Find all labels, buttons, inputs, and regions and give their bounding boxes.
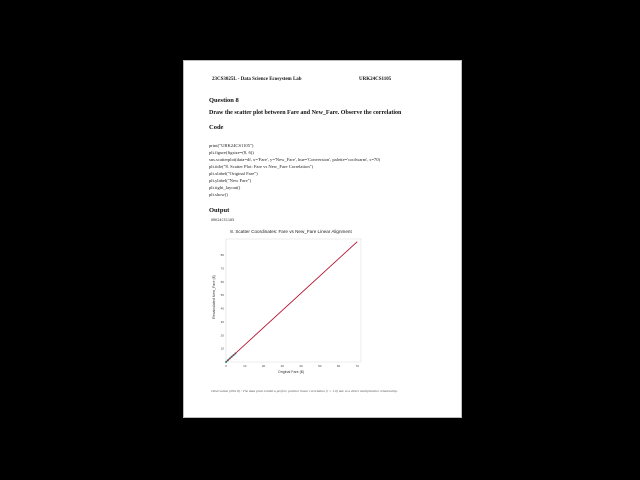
code-line: plt.show()	[209, 192, 228, 197]
question-number: Question 8	[209, 97, 239, 104]
code-line: plt.ylabel("New Fare")	[209, 178, 252, 183]
y-tick-label: 40	[220, 306, 224, 311]
code-line: sns.scatterplot(data=df, x='Fare', y='New_Fare', hue='Conversion', palette='coolwarm', s=70)	[209, 157, 381, 162]
y-tick-label: 30	[220, 319, 224, 324]
y-tick-label: 80	[220, 253, 224, 258]
x-tick-label: 40	[299, 364, 303, 368]
x-tick-label: 20	[261, 364, 266, 368]
scatter-chart	[206, 222, 366, 377]
y-tick-label: 10	[220, 346, 224, 351]
course-header: 23CS3025L - Data Science Ecosystem Lab	[212, 77, 302, 82]
x-axis-label: Original Fare ($)	[277, 370, 305, 374]
x-tick-label: 0	[225, 364, 227, 368]
y-axis-label: Recalculated New_Fare ($)	[212, 275, 216, 319]
code-line: plt.tight_layout()	[209, 185, 241, 190]
output-heading: Output	[209, 207, 230, 214]
code-heading: Code	[209, 124, 224, 131]
observation-text: Observation (Plot 8) : The data plots exhibit a perfect, positive linear correlation (r = 1.0) due to a direct multiplicative relationship.	[211, 389, 398, 393]
x-tick-label: 60	[336, 364, 341, 368]
print-output: URK24CS1105	[211, 218, 235, 222]
x-tick-label: 30	[280, 364, 284, 368]
question-text: Draw the scatter plot between Fare and New_Fare. Observe the correlation	[209, 110, 402, 116]
document-page	[183, 60, 462, 418]
chart-title: 8. Scatter Coordinates: Fare vs New_Fare Linear Alignment	[230, 229, 352, 234]
code-block	[209, 142, 380, 198]
code-line: print("URK24CS1105")	[209, 143, 254, 148]
y-tick-label: 60	[220, 279, 224, 284]
y-tick-label: 70	[220, 266, 224, 271]
code-line: plt.figure(figsize=(8, 6))	[209, 150, 254, 155]
code-line: plt.xlabel("Original Fare")	[209, 171, 258, 176]
x-tick-label: 10	[243, 364, 247, 368]
reg-number-header: URK24CS1105	[359, 77, 392, 82]
x-tick-label: 50	[318, 364, 322, 368]
code-line: plt.title("8. Scatter Plot: Fare vs New_Fare Correlation")	[209, 164, 314, 169]
y-tick-label: 20	[220, 333, 224, 338]
y-tick-label: 50	[220, 293, 224, 298]
x-tick-label: 70	[355, 364, 359, 368]
